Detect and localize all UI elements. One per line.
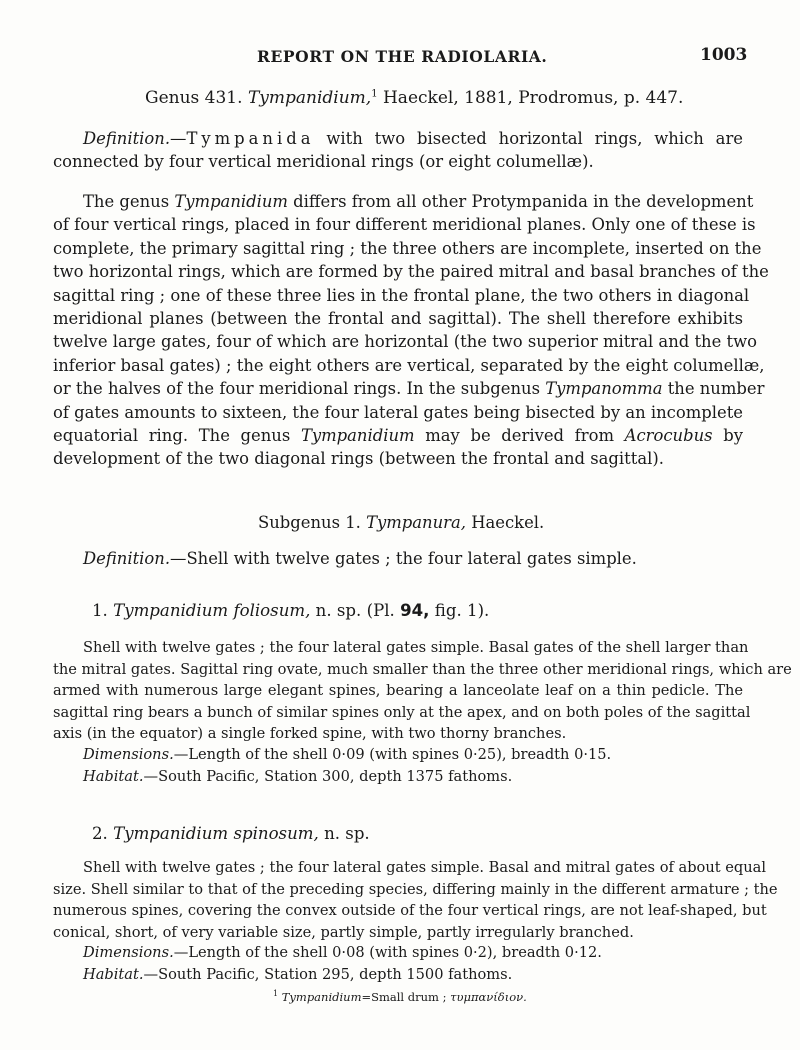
species-name: Tympanidium foliosum, — [113, 601, 311, 620]
paragraph-line: size. Shell similar to that of the preceding species, differing mainly in the different armature ; the — [53, 880, 778, 898]
habitat: Habitat.—South Pacific, Station 295, depth 1500 fathoms. — [83, 966, 513, 983]
genus-heading — [145, 88, 683, 108]
species-description — [53, 637, 792, 745]
paragraph-line: twelve large gates, four of which are horizontal (the two superior mitral and the two — [53, 332, 757, 352]
paragraph-line: sagittal ring ; one of these three lies in the frontal plane, the two others in diagonal — [53, 285, 750, 305]
running-header: REPORT ON THE RADIOLARIA. — [257, 47, 548, 66]
genus-name: Tympanidium, — [247, 88, 372, 108]
genus-definition — [53, 127, 743, 174]
subgenus-definition: Definition.—Shell with twelve gates ; the four lateral gates simple. — [83, 549, 637, 568]
paragraph-line: or the halves of the four meridional rings. In the subgenus Tympanomma the number — [53, 379, 765, 399]
definition-label: Definition. — [83, 129, 171, 148]
paragraph-line: the mitral gates. Sagittal ring ovate, much smaller than the three other meridional rings, which are — [53, 660, 792, 678]
habitat: Habitat.—South Pacific, Station 300, depth 1375 fathoms. — [83, 768, 513, 785]
genus-prefix: Genus 431. — [145, 88, 243, 108]
paragraph-line: of four vertical rings, placed in four different meridional planes. Only one of these is — [53, 215, 756, 235]
genus-description — [53, 190, 769, 471]
paragraph-line: meridional planes (between the frontal and sagittal). The shell therefore exhibits — [53, 309, 743, 329]
plate-number: 94, — [400, 601, 430, 620]
taxon-name: Tympanida — [186, 129, 315, 148]
footnote-mark: 1 — [371, 88, 378, 100]
species-description — [53, 857, 778, 943]
paragraph-line: conical, short, of very variable size, partly simple, partly irregularly branched. — [53, 923, 634, 941]
paragraph-line: sagittal ring bears a bunch of similar spines only at the apex, and on both poles of the sagittal — [53, 703, 751, 721]
dimensions: Dimensions.—Length of the shell 0·09 (with spines 0·25), breadth 0·15. — [83, 746, 612, 763]
paragraph-line: axis (in the equator) a single forked spine, with two thorny branches. — [53, 725, 567, 743]
definition-label: Definition. — [83, 549, 171, 568]
paragraph-line: Shell with twelve gates ; the four lateral gates simple. Basal gates of the shell larger than — [83, 639, 749, 656]
paragraph-line: complete, the primary sagittal ring ; the three others are incomplete, inserted on the — [53, 238, 762, 258]
page-number: 1003 — [700, 45, 748, 65]
paragraph-line: two horizontal rings, which are formed by the paired mitral and basal branches of the — [53, 262, 769, 282]
paragraph-line: armed with numerous large elegant spines, bearing a lanceolate leaf on a thin pedicle. The — [53, 682, 743, 700]
definition-line: connected by four vertical meridional rings (or eight columellæ). — [53, 152, 594, 172]
subgenus-name: Tympanura, — [366, 513, 466, 532]
paragraph-line: Shell with twelve gates ; the four lateral gates simple. Basal and mitral gates of about equal — [83, 859, 766, 876]
species-name: Tympanidium spinosum, — [113, 824, 319, 843]
definition-line: Definition.—Tympanida with two bisected horizontal rings, which are — [83, 129, 743, 148]
dimensions: Dimensions.—Length of the shell 0·08 (with spines 0·2), breadth 0·12. — [83, 944, 602, 961]
subgenus-heading: Subgenus 1. Tympanura, Haeckel. — [258, 513, 545, 532]
genus-citation: Haeckel, 1881, Prodromus, p. 447. — [382, 88, 684, 108]
paragraph-line: equatorial ring. The genus Tympanidium may be derived from Acrocubus by — [53, 426, 743, 446]
paragraph-line: inferior basal gates) ; the eight others are vertical, separated by the eight columellæ, — [53, 355, 765, 375]
paragraph-line: development of the two diagonal rings (between the frontal and sagittal). — [53, 449, 664, 469]
footnote: $^1$ Tympanidium=Small drum ; τυμπανίδιον. — [273, 989, 527, 1004]
species-heading: 2. Tympanidium spinosum, n. sp. — [92, 824, 370, 843]
paragraph-line: of gates amounts to sixteen, the four lateral gates being bisected by an incomplete — [53, 402, 743, 422]
paragraph-line: The genus Tympanidium differs from all other Protympanida in the development — [83, 192, 754, 211]
paragraph-line: numerous spines, covering the convex outside of the four vertical rings, are not leaf-shaped, but — [53, 902, 767, 920]
species-heading: 1. Tympanidium foliosum, n. sp. (Pl. 94, fig. 1). — [92, 601, 490, 620]
